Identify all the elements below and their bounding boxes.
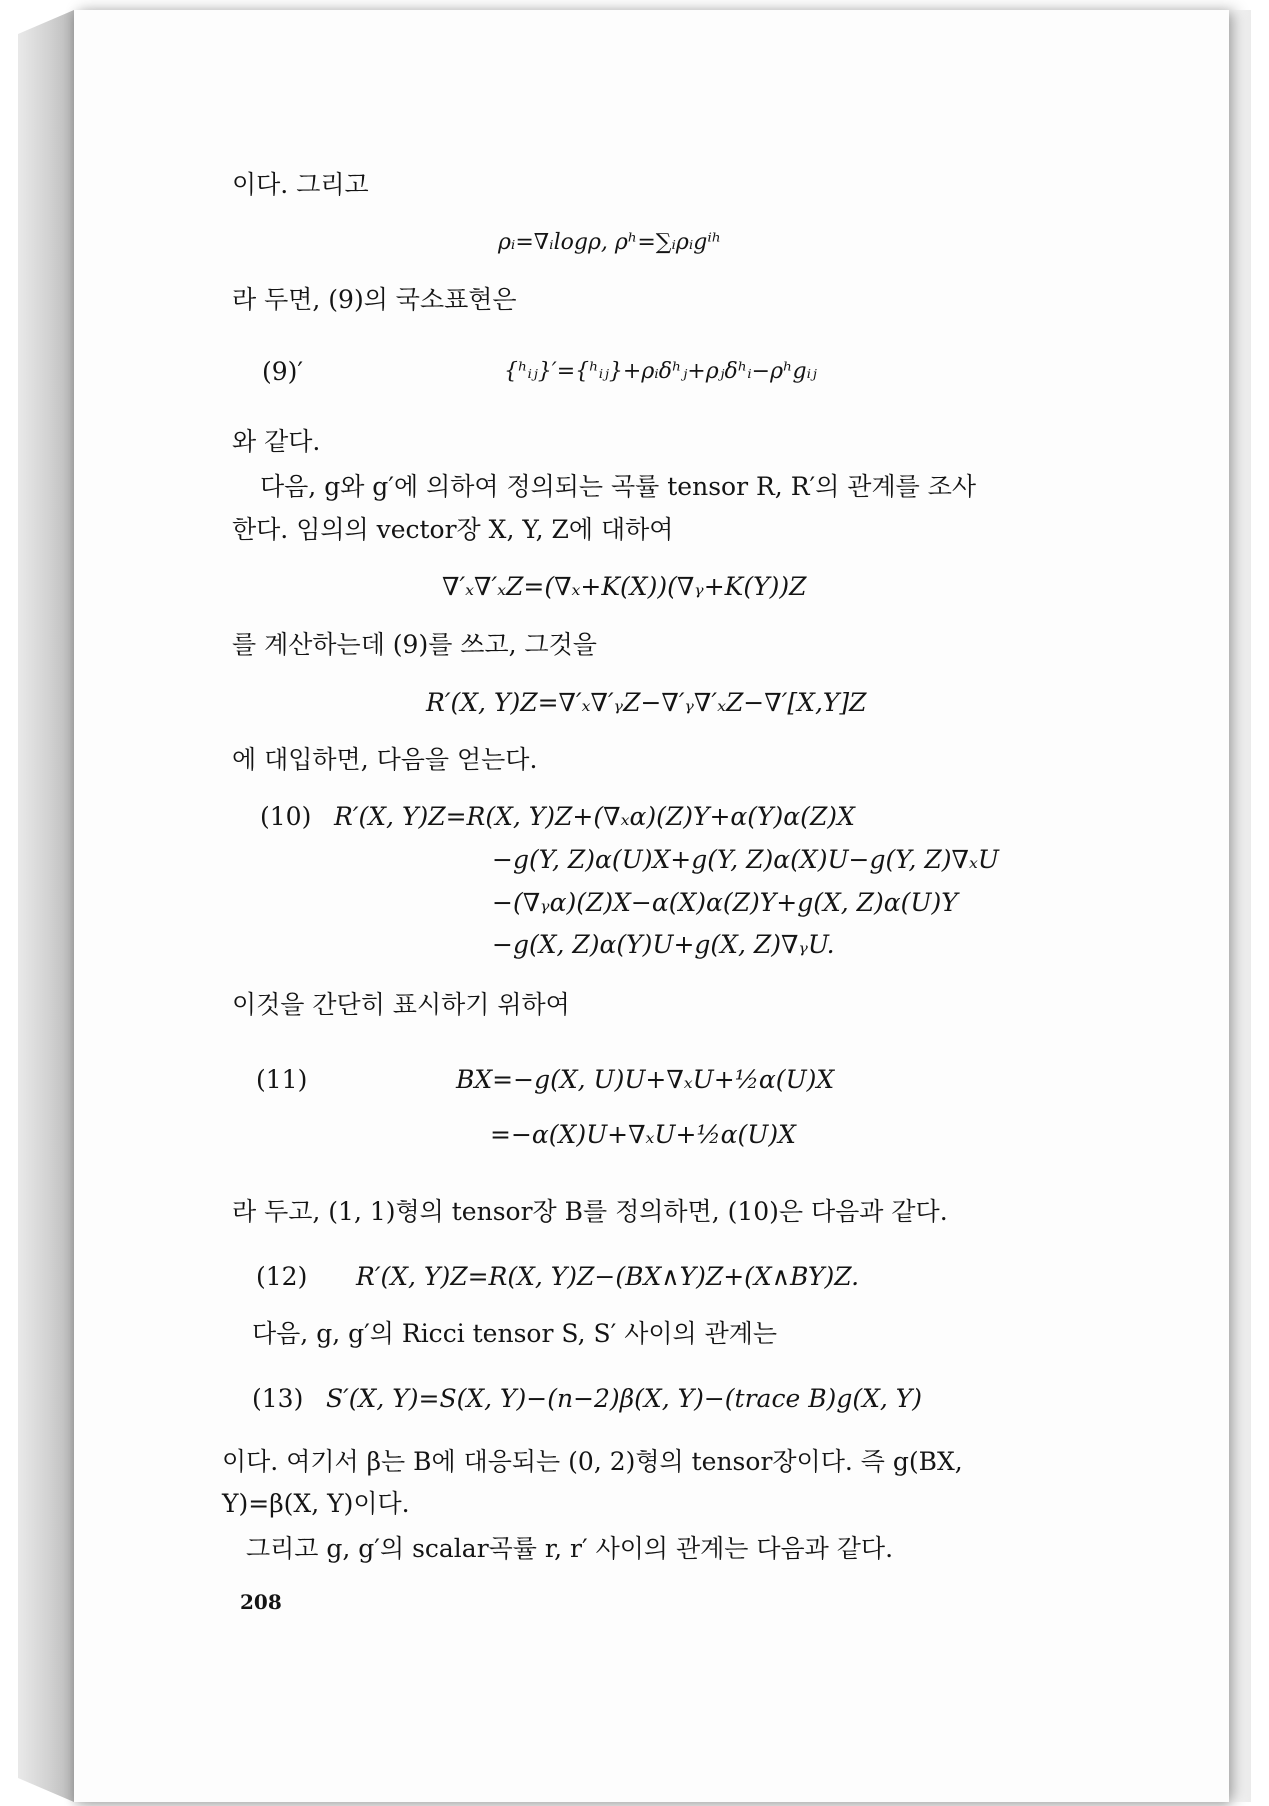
equation: ρᵢ=∇ᵢlogρ, ρʰ=∑ᵢρᵢgⁱʰ xyxy=(498,230,722,255)
page-edge-shadow xyxy=(1229,10,1251,1802)
text-line: 이다. 그리고 xyxy=(232,170,369,199)
equation-number: (12) xyxy=(256,1262,308,1291)
equation-number: (9)′ xyxy=(262,357,304,386)
equation: R′(X, Y)Z=∇′ₓ∇′ᵧZ−∇′ᵧ∇′ₓZ−∇′[X,Y]Z xyxy=(426,688,867,717)
text-line: 다음, g, g′의 Ricci tensor S, S′ 사이의 관계는 xyxy=(252,1319,778,1348)
equation: −(∇ᵧα)(Z)X−α(X)α(Z)Y+g(X, Z)α(U)Y xyxy=(492,888,958,917)
equation: ∇′ₓ∇′ₓZ=(∇ₓ+K(X))(∇ᵧ+K(Y))Z xyxy=(442,572,807,601)
equation: R′(X, Y)Z=R(X, Y)Z−(BX∧Y)Z+(X∧BY)Z. xyxy=(356,1262,860,1291)
text-line: 그리고 g, g′의 scalar곡률 r, r′ 사이의 관계는 다음과 같다. xyxy=(246,1534,894,1563)
text-line: 한다. 임의의 vector장 X, Y, Z에 대하여 xyxy=(232,515,674,544)
equation-number: (13) xyxy=(252,1384,304,1413)
text-line: 라 두면, (9)의 국소표현은 xyxy=(232,285,517,314)
book-spine xyxy=(18,10,74,1802)
text-line: Y)=β(X, Y)이다. xyxy=(222,1489,410,1518)
equation: {ʰᵢⱼ}′={ʰᵢⱼ}+ρᵢδʰⱼ+ρⱼδʰᵢ−ρʰgᵢⱼ xyxy=(504,359,817,384)
equation-number: (10) xyxy=(260,802,312,831)
text-line: 와 같다. xyxy=(232,427,321,456)
text-line: 에 대입하면, 다음을 얻는다. xyxy=(232,745,538,774)
equation: −g(Y, Z)α(U)X+g(Y, Z)α(X)U−g(Y, Z)∇ₓU xyxy=(492,845,999,874)
equation: R′(X, Y)Z=R(X, Y)Z+(∇ₓα)(Z)Y+α(Y)α(Z)X xyxy=(334,802,855,831)
text-line: 다음, g와 g′에 의하여 정의되는 곡률 tensor R, R′의 관계를 조사 xyxy=(260,472,976,501)
equation-number: (11) xyxy=(256,1065,308,1094)
text-line: 이다. 여기서 β는 B에 대응되는 (0, 2)형의 tensor장이다. 즉 g(BX, xyxy=(222,1447,963,1476)
equation: −g(X, Z)α(Y)U+g(X, Z)∇ᵧU. xyxy=(492,930,835,959)
equation: =−α(X)U+∇ₓU+½α(U)X xyxy=(490,1120,796,1149)
text-line: 라 두고, (1, 1)형의 tensor장 B를 정의하면, (10)은 다음과 같다. xyxy=(232,1197,948,1226)
page-number: 208 xyxy=(240,1590,282,1614)
text-line: 를 계산하는데 (9)를 쓰고, 그것을 xyxy=(232,630,597,659)
equation: BX=−g(X, U)U+∇ₓU+½α(U)X xyxy=(456,1065,835,1094)
text-line: 이것을 간단히 표시하기 위하여 xyxy=(232,990,570,1019)
equation: S′(X, Y)=S(X, Y)−(n−2)β(X, Y)−(trace B)g(X, Y) xyxy=(326,1384,923,1413)
